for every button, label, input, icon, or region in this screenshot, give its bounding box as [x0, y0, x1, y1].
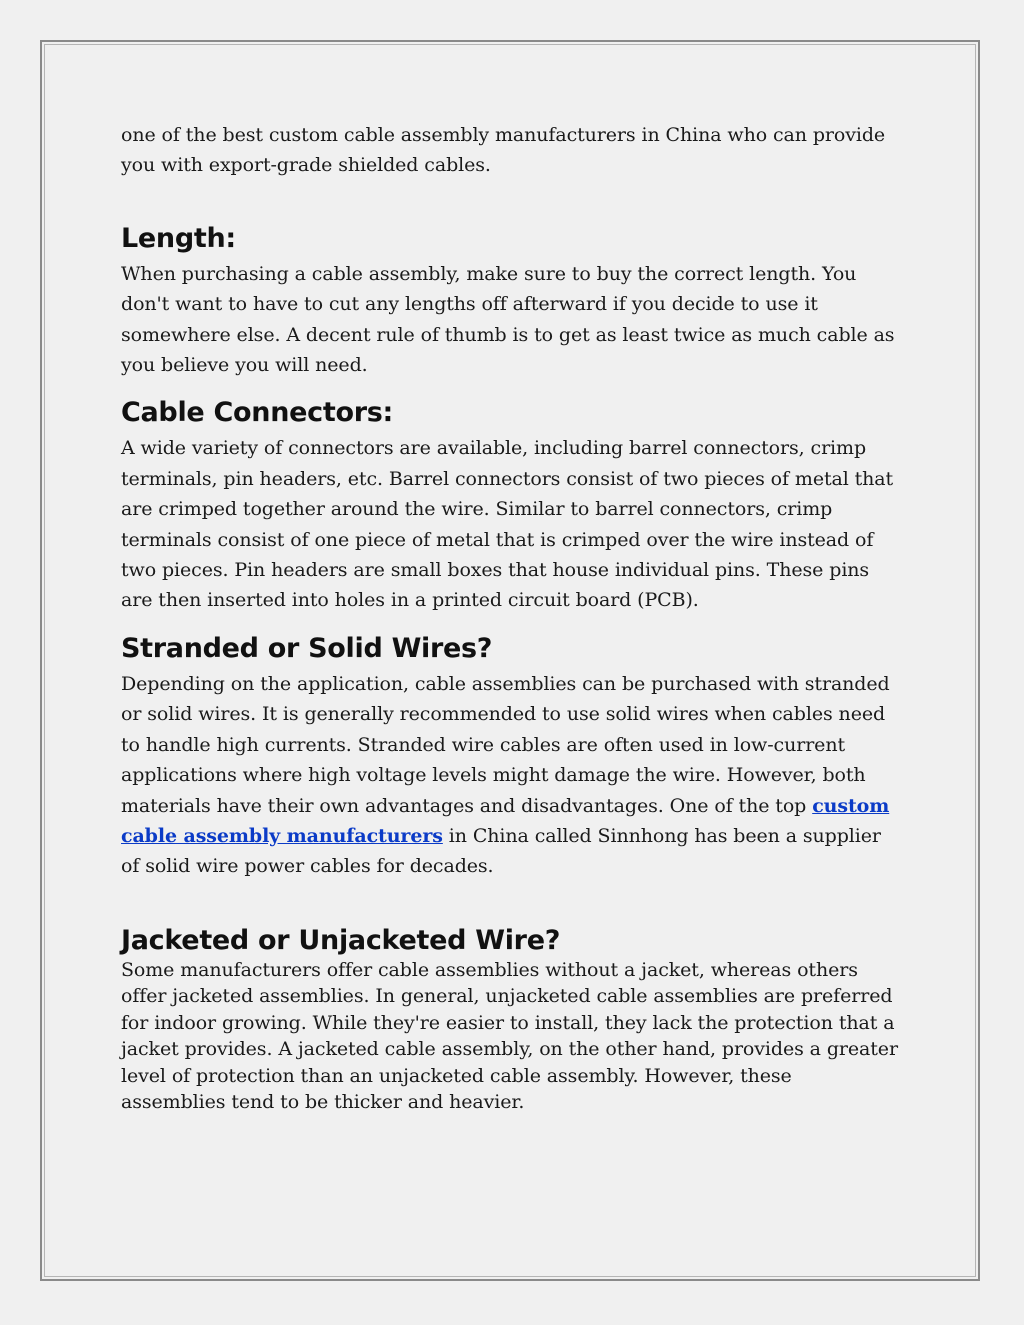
section-paragraph [121, 669, 899, 882]
intro-paragraph: one of the best custom cable assembly manufacturers in China who can provide you with export-grade shielded cables. [121, 124, 886, 177]
section-paragraph: A wide variety of connectors are available, including barrel connectors, crimp terminals, pin headers, etc. Barrel connectors consist of two pieces of metal that are crimped together around the wire. Similar to barrel connectors, crimp terminals consist of one piece of metal that is crimped over the wire instead of two pieces. Pin headers are small boxes that house individual pins. These pins are then inserted into holes in a printed circuit board (PCB). [121, 437, 894, 612]
section-heading: Cable Connectors: [121, 397, 393, 429]
spacer [121, 897, 899, 923]
section-heading: Jacketed or Unjacketed Wire? [121, 924, 561, 956]
section-jacketed-or-unjacketed [121, 923, 899, 1116]
section-stranded-or-solid [121, 631, 899, 882]
section-paragraph: Some manufacturers offer cable assemblies without a jacket, whereas others offer jacketed assemblies. In general, unjacketed cable assemblies are preferred for indoor growing. While they're easier to install, they lack the protection that a jacket provides. A jacketed cable assembly, on the other hand, provides a greater level of protection than an unjacketed cable assembly. However, these assemblies tend to be thicker and heavier. [121, 958, 898, 1114]
section-cable-connectors [121, 395, 899, 615]
document-body [121, 120, 899, 1131]
section-paragraph: When purchasing a cable assembly, make sure to buy the correct length. You don't want to have to cut any lengths off afterward if you decide to use it somewhere else. A decent rule of thumb is to get as least twice as much cable as you believe you will need. [121, 262, 895, 377]
custom-cable-assembly-link[interactable]: custom cable assembly manufacturers [121, 794, 890, 847]
paragraph-text: Depending on the application, cable assemblies can be purchased with stranded or solid wires. It is generally recommended to use solid wires when cables need to handle high currents. Stranded wire cables are often used in low-current applications where high voltage levels might damage the wire. However, both materials have their own advantages and disadvantages. One of the top [121, 672, 890, 817]
section-heading: Length: [121, 222, 236, 254]
paragraph-text: in China called Sinnhong has been a supplier of solid wire power cables for decades. [121, 824, 881, 878]
section-heading: Stranded or Solid Wires? [121, 632, 493, 664]
section-length [121, 221, 899, 381]
